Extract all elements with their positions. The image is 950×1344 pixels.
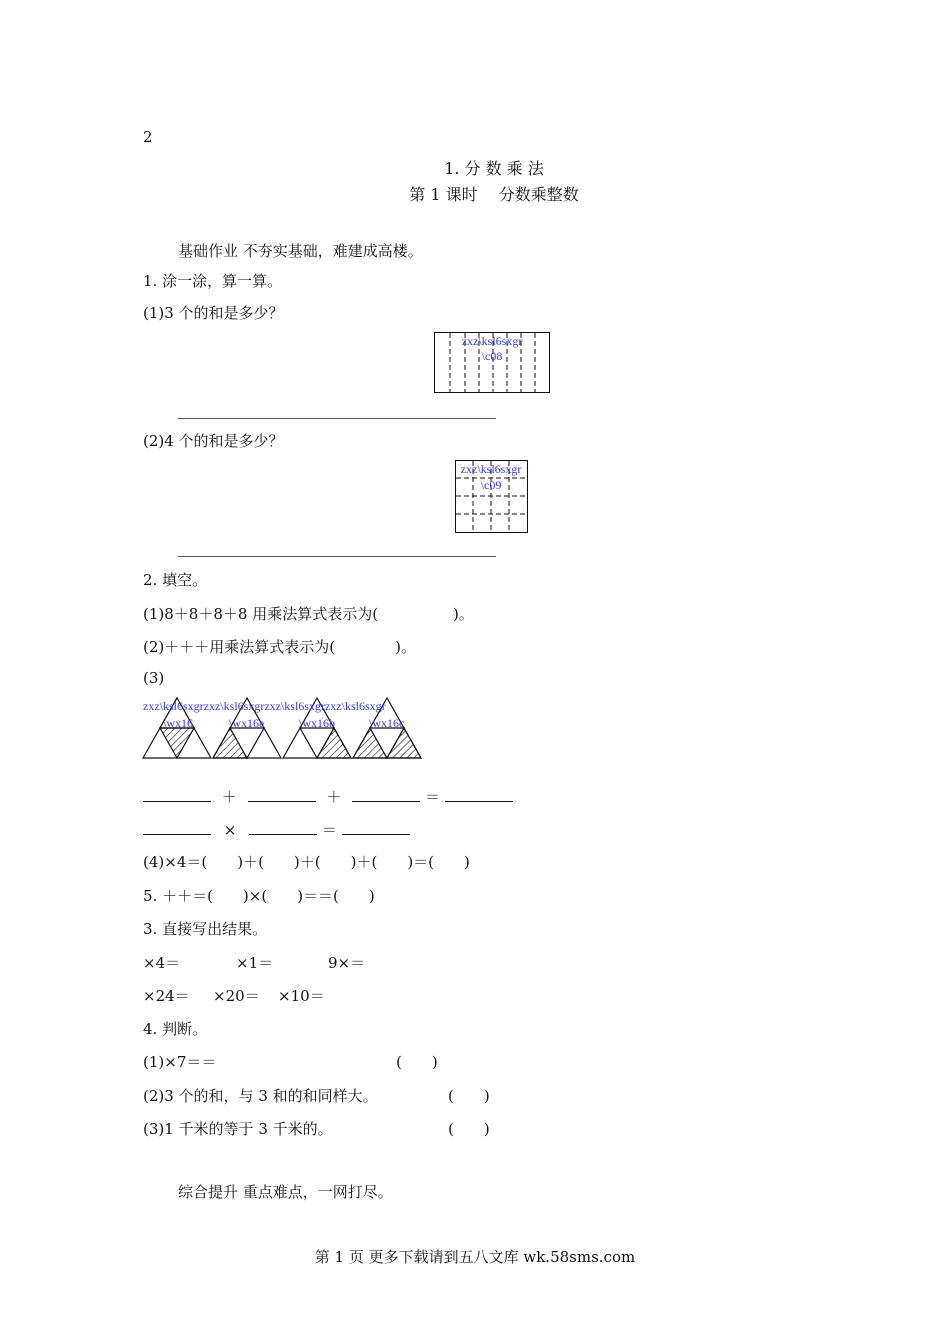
q2-heading: 2. 填空。 [143, 571, 208, 589]
judge-answer[interactable]: ( ) [448, 1087, 490, 1105]
judge-answer[interactable]: ( ) [396, 1053, 438, 1071]
watermark-text: \wx16b [299, 716, 335, 730]
section-advanced: 综合提升 重点难点，一网打尽。 [178, 1183, 393, 1201]
answer-line [178, 418, 496, 419]
calc-item: 9×＝ [328, 954, 366, 972]
page-title: 1. 分 数 乘 法 [444, 159, 544, 178]
page-number-top: 2 [143, 128, 153, 146]
q2-part2: (2)＋＋＋用乘法算式表示为( )。 [143, 638, 416, 656]
section-basic: 基础作业 不夯实基础，难建成高楼。 [178, 242, 423, 260]
blank[interactable] [342, 820, 410, 835]
calc-item: ×10＝ [278, 987, 325, 1005]
q2-part4: (4)×4＝( )＋( )＋( )＋( )＝( ) [143, 853, 470, 871]
watermark-text: zxz\ksl6sxgrzxz\ksl6sxgrzxz\ksl6sxgrzxz\ksl6sxgr [143, 699, 386, 713]
equals-sign: ＝ [424, 788, 440, 806]
triangles-figure [143, 696, 425, 760]
q2-part1: (1)8＋8＋8＋8 用乘法算式表示为( )。 [143, 605, 474, 623]
watermark-text: \wx16 [163, 716, 193, 730]
blank[interactable] [445, 787, 513, 802]
q1-part1: (1)3 个的和是多少？ [143, 304, 284, 322]
q3-heading: 3. 直接写出结果。 [143, 920, 268, 938]
q1-part2-figure [455, 460, 529, 534]
q4-heading: 4. 判断。 [143, 1020, 208, 1038]
q1-heading: 1. 涂一涂，算一算。 [143, 272, 283, 290]
q1-part1-figure [434, 332, 551, 394]
page-footer: 第 1 页 更多下载请到五八文库 wk.58sms.com [314, 1248, 636, 1266]
plus-sign: ＋ [221, 788, 237, 806]
calc-item: ×4＝ [143, 954, 181, 972]
watermark-text: zxz\ksl6sxgr [460, 462, 522, 476]
watermark-text: \c08 [481, 349, 503, 363]
blank[interactable] [248, 787, 316, 802]
judge-answer[interactable]: ( ) [448, 1120, 490, 1138]
equation-row-1 [143, 786, 513, 807]
watermark-text: zxz\ksl6sxgr [461, 334, 523, 348]
watermark-text: \c09 [480, 478, 502, 492]
q2-part5: 5. ＋＋＝( )×( )＝＝( ) [143, 887, 375, 905]
blank[interactable] [249, 820, 317, 835]
calc-item: ×20＝ [213, 987, 260, 1005]
q1-part2: (2)4 个的和是多少？ [143, 432, 284, 450]
q2-part3-label: (3) [143, 669, 165, 687]
lesson-subtitle: 第 1 课时 分数乘整数 [409, 185, 579, 204]
watermark-text: \wx16c [369, 716, 405, 730]
blank[interactable] [143, 787, 211, 802]
equals-sign: ＝ [321, 821, 337, 839]
judge-item: (1)×7＝＝ [143, 1053, 217, 1071]
judge-item: (3)1 千米的等于 3 千米的。 [143, 1120, 333, 1138]
times-sign: × [223, 821, 237, 839]
calc-item: ×1＝ [236, 954, 274, 972]
calc-item: ×24＝ [143, 987, 190, 1005]
equation-row-2 [143, 819, 410, 840]
watermark-text: \wx16a [229, 716, 265, 730]
blank[interactable] [143, 820, 211, 835]
plus-sign: ＋ [326, 788, 342, 806]
blank[interactable] [352, 787, 420, 802]
judge-item: (2)3 个的和，与 3 和的和同样大。 [143, 1087, 378, 1105]
answer-line [178, 556, 496, 557]
